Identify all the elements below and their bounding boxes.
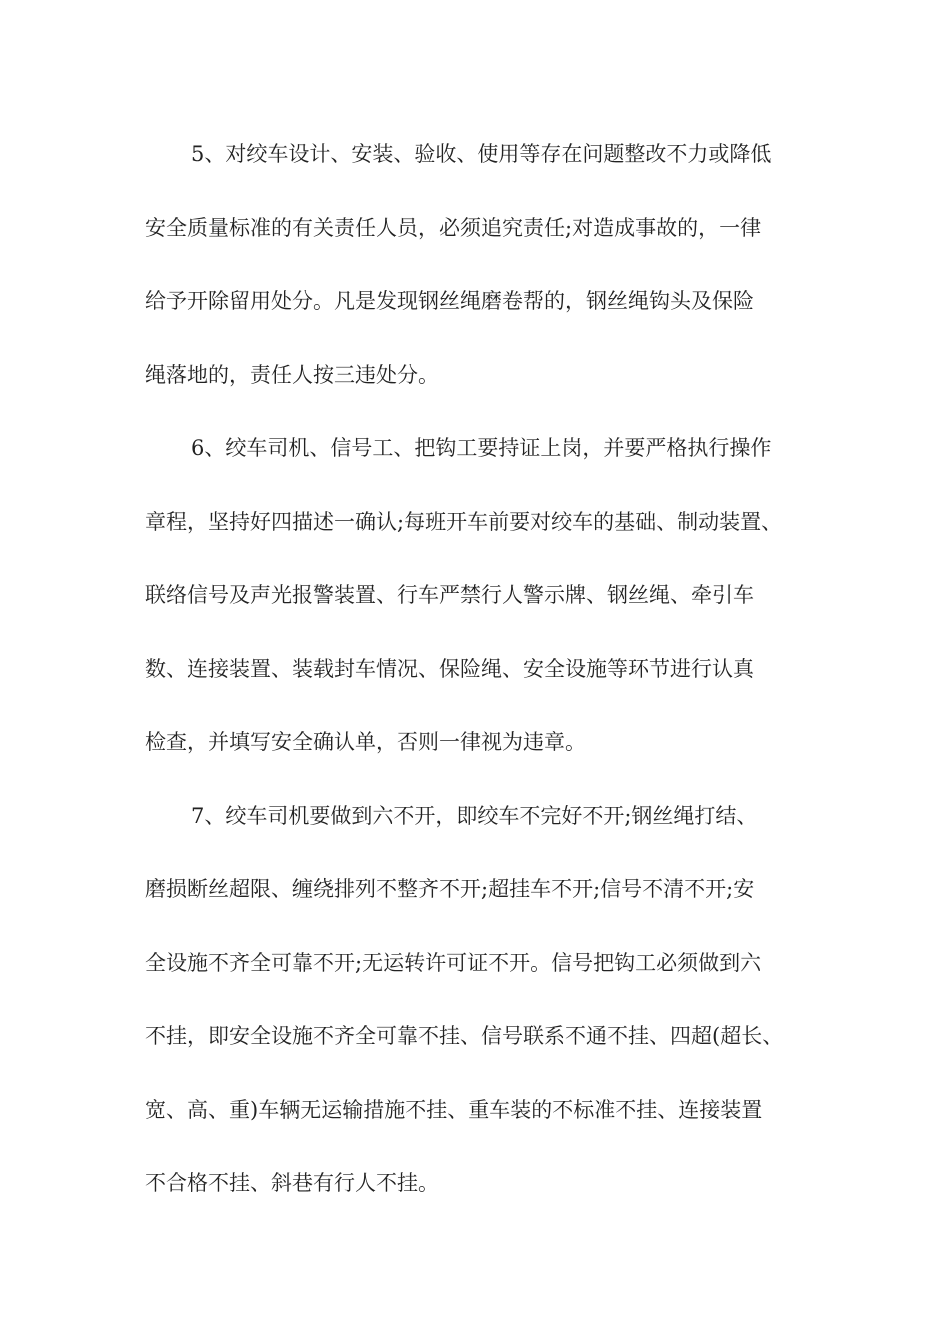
paragraph-7-line-4: 不挂，即安全设施不齐全可靠不挂、信号联系不通不挂、四超(超长、	[145, 1024, 784, 1048]
paragraph-5-line-4: 绳落地的，责任人按三违处分。	[145, 362, 439, 387]
paragraph-6-line-4: 数、连接装置、装载封车情况、保险绳、安全设施等环节进行认真	[145, 656, 754, 681]
paragraph-5-line-3: 给予开除留用处分。凡是发现钢丝绳磨卷帮的，钢丝绳钩头及保险	[145, 289, 754, 313]
paragraph-5-line-2: 安全质量标准的有关责任人员，必须追究责任;对造成事故的，一律	[145, 215, 762, 240]
paragraph-6-line-1: 6、绞车司机、信号工、把钩工要持证上岗，并要严格执行操作	[191, 436, 772, 460]
paragraph-6-line-2: 章程，坚持好四描述一确认;每班开车前要对绞车的基础、制动装置、	[145, 509, 783, 534]
paragraph-7-line-1: 7、绞车司机要做到六不开，即绞车不完好不开;钢丝绳打结、	[191, 803, 758, 828]
paragraph-5-line-1: 5、对绞车设计、安装、验收、使用等存在问题整改不力或降低	[191, 142, 772, 166]
paragraph-6-line-5: 检查，并填写安全确认单，否则一律视为违章。	[145, 730, 586, 754]
paragraph-7-line-2: 磨损断丝超限、缠绕排列不整齐不开;超挂车不开;信号不清不开;安	[145, 877, 755, 901]
paragraph-7-line-3: 全设施不齐全可靠不开;无运转许可证不开。信号把钩工必须做到六	[145, 950, 762, 975]
paragraph-6-line-3: 联络信号及声光报警装置、行车严禁行人警示牌、钢丝绳、牵引车	[145, 583, 754, 607]
paragraph-7-line-5: 宽、高、重)车辆无运输措施不挂、重车装的不标准不挂、连接装置	[145, 1097, 763, 1122]
paragraph-7-line-6: 不合格不挂、斜巷有行人不挂。	[145, 1171, 439, 1195]
document-body	[145, 118, 835, 1221]
